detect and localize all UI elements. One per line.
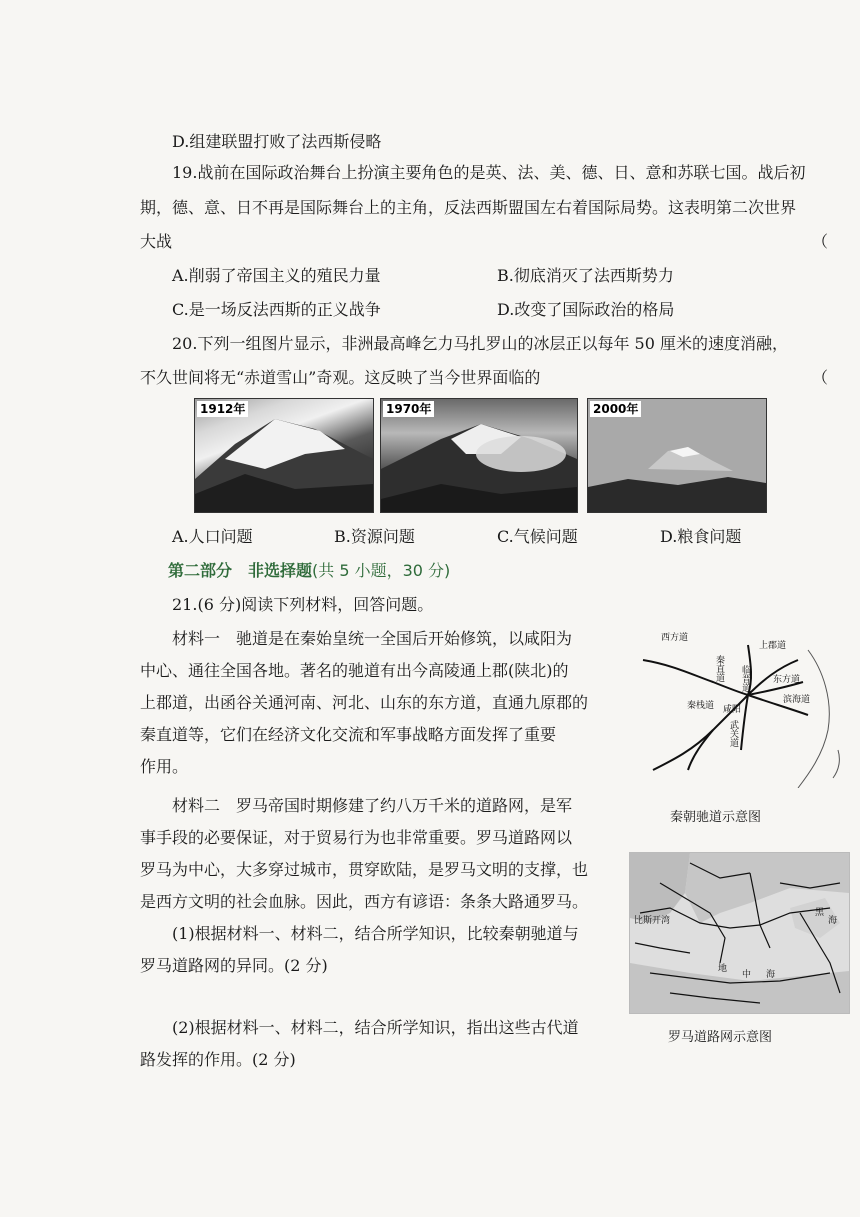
- qin-map-label: 秦直道: [714, 655, 724, 682]
- q20-option-d: D.粮食问题: [660, 527, 742, 546]
- sub-question-2-line: (2)根据材料一、材料二，结合所学知识，指出这些古代道: [172, 1018, 579, 1037]
- sub-question-1-line: (1)根据材料一、材料二，结合所学知识，比较秦朝驰道与: [172, 924, 579, 943]
- qin-map-label: 秦栈道: [687, 701, 715, 711]
- part2-title: 第二部分 非选择题: [168, 561, 313, 580]
- qin-map-label: 咸阳: [723, 705, 742, 715]
- q20-option-b: B.资源问题: [334, 527, 415, 546]
- photo-1970: [380, 398, 578, 513]
- q20-stem-line2: 不久世间将无“赤道雪山”奇观。这反映了当今世界面临的: [140, 368, 541, 387]
- sub-question-2-line: 路发挥的作用。(2 分): [140, 1050, 296, 1069]
- q20-option-a: A.人口问题: [172, 527, 253, 546]
- material2-line: 事手段的必要保证，对于贸易行为也非常重要。罗马道路网以: [140, 828, 573, 847]
- material1-line: 中心、通往全国各地。著名的驰道有出今高陵通上郡(陕北)的: [140, 661, 569, 680]
- q20-option-c: C.气候问题: [497, 527, 578, 546]
- q19-option-a: A.削弱了帝国主义的殖民力量: [172, 266, 381, 285]
- sub-question-1-line: 罗马道路网的异同。(2 分): [140, 956, 328, 975]
- photo-1912: [194, 398, 374, 513]
- photo-label: 1912年: [197, 401, 248, 417]
- qin-roads-map: [633, 620, 845, 788]
- q19-option-d: D.改变了国际政治的格局: [497, 300, 675, 319]
- material2-line: 罗马为中心，大多穿过城市，贯穿欧陆，是罗马文明的支撑，也: [140, 860, 589, 879]
- part2-heading: [168, 560, 450, 582]
- material2-line: 材料二 罗马帝国时期修建了约八万千米的道路网，是军: [172, 796, 573, 815]
- material1-line: 上郡道，出函谷关通河南、河北、山东的东方道，直通九原郡的: [140, 693, 589, 712]
- qin-map-label: 东方道: [773, 675, 801, 685]
- rome-map-label: 海: [828, 916, 838, 926]
- material2-line: 是西方文明的社会血脉。因此，西方有谚语：条条大路通罗马。: [140, 892, 589, 911]
- q19-stem-line3: 大战: [140, 232, 173, 251]
- q19-stem-line2: 期，德、意、日不再是国际舞台上的主角，反法西斯盟国左右着国际局势。这表明第二次世界: [140, 198, 797, 217]
- qin-map-label: 临晋道: [740, 665, 750, 692]
- part2-subtitle: (共 5 小题，30 分): [312, 561, 451, 580]
- rome-map-label: 比斯开湾: [634, 916, 671, 926]
- q20-stem-line1: 20.下列一组图片显示，非洲最高峰乞力马扎罗山的冰层正以每年 50 厘米的速度消融，: [172, 334, 788, 353]
- q18-option-d: D.组建联盟打败了法西斯侵略: [172, 132, 382, 151]
- roman-roads-map-drawing: [630, 853, 849, 1013]
- q19-option-b: B.彻底消灭了法西斯势力: [497, 266, 674, 285]
- material1-line: 作用。: [140, 757, 189, 776]
- rome-map-label: 地: [718, 964, 728, 974]
- rome-map-label: 黑: [815, 908, 825, 918]
- rome-map-label: 海: [766, 970, 776, 980]
- q21-intro: 21.(6 分)阅读下列材料，回答问题。: [172, 595, 434, 614]
- photo-label: 2000年: [590, 401, 641, 417]
- photo-label: 1970年: [383, 401, 434, 417]
- roman-roads-map: [629, 852, 850, 1014]
- photo-2000: [587, 398, 767, 513]
- q20-answer-paren: （: [812, 368, 829, 387]
- qin-roads-map-drawing: [633, 620, 845, 788]
- q19-option-c: C.是一场反法西斯的正义战争: [172, 300, 381, 319]
- qin-map-label: 西方道: [661, 633, 689, 643]
- q19-stem-line1: 19.战前在国际政治舞台上扮演主要角色的是英、法、美、德、日、意和苏联七国。战后初: [172, 163, 806, 182]
- rome-map-caption: 罗马道路网示意图: [668, 1030, 773, 1045]
- qin-map-label: 武关道: [728, 720, 738, 747]
- qin-map-label: 上郡道: [759, 641, 787, 651]
- qin-map-caption: 秦朝驰道示意图: [670, 810, 762, 825]
- material1-line: 秦直道等，它们在经济文化交流和军事战略方面发挥了重要: [140, 725, 557, 744]
- qin-map-label: 滨海道: [783, 695, 811, 705]
- q19-answer-paren: （: [812, 232, 829, 251]
- material1-line: 材料一 驰道是在秦始皇统一全国后开始修筑，以咸阳为: [172, 629, 573, 648]
- rome-map-label: 中: [742, 970, 752, 980]
